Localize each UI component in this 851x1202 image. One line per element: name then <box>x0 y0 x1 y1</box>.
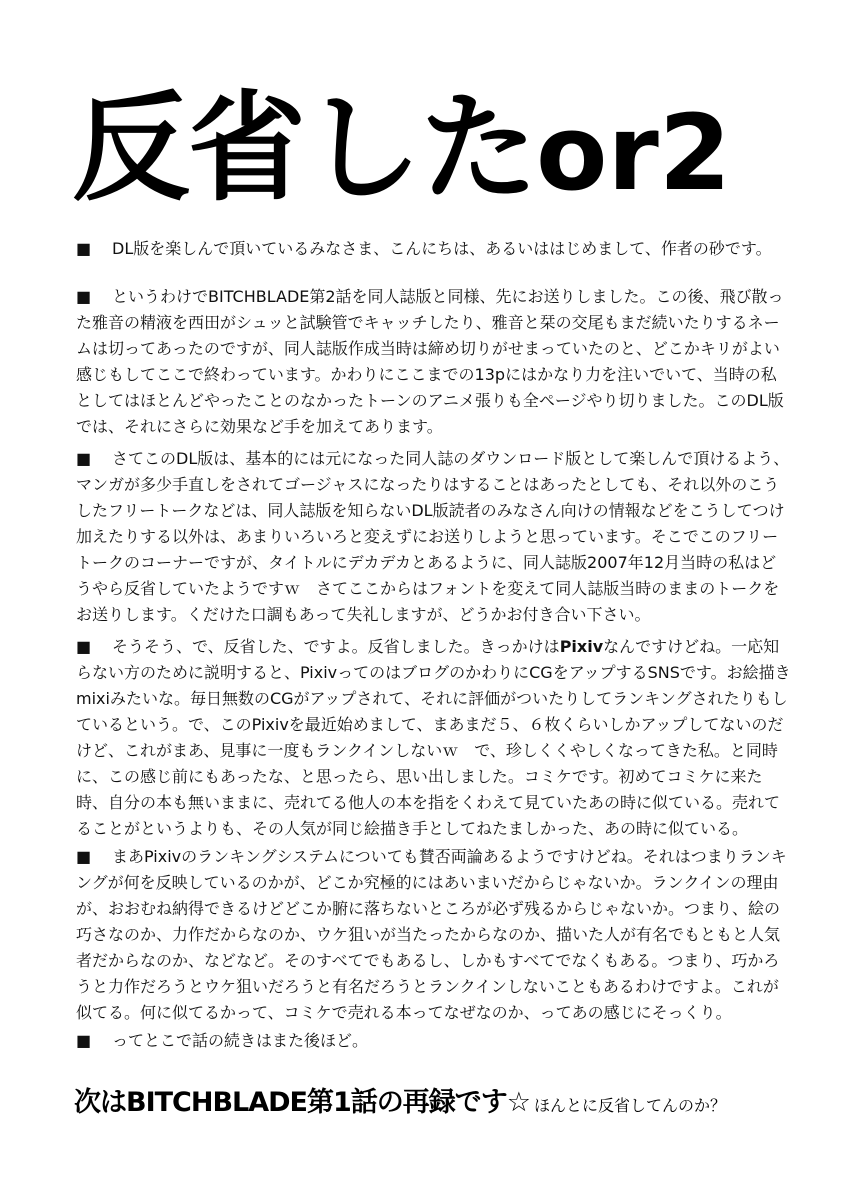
bullet-icon: ■ <box>76 449 92 468</box>
paragraph-dl-version <box>76 446 792 628</box>
paragraph-pixiv <box>76 634 792 842</box>
paragraph-text: ってとこで話の続きはまた後ほど。 <box>112 1031 369 1050</box>
paragraph-closing <box>76 1028 792 1054</box>
paragraph-text: DL版を楽しんで頂いているみなさま、こんにちは、あるいははじめまして、作者の砂です。 <box>112 239 772 258</box>
title-suffix: or2 <box>536 92 732 214</box>
title-main: 反省した <box>72 79 537 217</box>
bullet-icon: ■ <box>76 287 92 306</box>
bullet-icon: ■ <box>76 847 92 866</box>
paragraph-text: というわけでBITCHBLADE第2話を同人誌版と同様、先にお送りしました。この後、飛び散った雅音の精液を西田がシュッと試験管でキャッチしたり、雅音と栞の交尾もまだ続いたりするネームは切ってあったのですが、同人誌版作成当時は締め切りがせまっていたのと、どこかキリがよい感じもしてここで終わっています。かわりにここまでの13pにはかなり力を注いでいて、当時の私としてはほとんどやったことのなかったトーンのアニメ張りも全ページやり切りました。このDL版では、それにさらに効果など手を加えてあります。 <box>76 287 784 436</box>
footer-aside: ほんとに反省してんのか？ <box>533 1096 726 1115</box>
paragraph-text: そうそう、で、反省した、ですよ。反省しました。きっかけは <box>112 637 560 656</box>
footer-headline: 次はBITCHBLADE第1話の再録です☆ <box>74 1087 530 1118</box>
paragraph-ranking <box>76 844 792 1026</box>
bullet-icon: ■ <box>76 239 92 258</box>
paragraph-text: さてこのDL版は、基本的には元になった同人誌のダウンロード版として楽しんで頂けるよう、マンガが多少手直しをされてゴージャスになったりはすることはあったとしても、それ以外のこうしたフリートークなどは、同人誌版を知らないDL版読者のみなさん向けの情報などをこうしてつけ加えたりする以外は、あまりいろいろと変えずにお送りしようと思っています。そこでこのフリートークのコーナーですが、タイトルにデカデカとあるように、同人誌版2007年12月当時の私はどうやら反省していたようですｗ さてここからはフォントを変えて同人誌版当時のままのトークをお送りします。くだけた口調もあって失礼しますが、どうかお付き合い下さい。 <box>76 449 790 624</box>
paragraph-text: なんですけどね。一応知らない方のために説明すると、PixivってのはブログのかわりにCGをアップするSNSです。お絵描きmixiみたいな。毎日無数のCGがアップされて、それに評価がついたりしてランキングされたりもしているという。で、このPixivを最近始めまして、まあまだ５、６枚くらいしかアップしてないのだけど、これがまあ、見事に一度もランクインしないｗ で、珍しくくやしくなってきた私。と同時に、この感じ前にもあったな、と思ったら、思い出しました。コミケです。初めてコミケに来た時、自分の本も無いままに、売れてる他人の本を指をくわえて見ていたあの時に似ている。売れてることがというよりも、その人気が同じ絵描き手としてねたましかった、あの時に似ている。 <box>76 637 791 838</box>
paragraph-text: まあPixivのランキングシステムについても賛否両論あるようですけどね。それはつまりランキングが何を反映しているのかが、どこか究極的にはあいまいだからじゃないか。ランクインの理由が、おおむね納得できるけどどこか腑に落ちないところが必ず残るからじゃないか。つまり、絵の巧さなのか、力作だからなのか、ウケ狙いが当たったからなのか、描いた人が有名でもともと人気者だからなのか、などなど。そのすべてでもあるし、しかもすべてでなくもある。つまり、巧かろうと力作だろうとウケ狙いだろうと有名だろうとランクインしないこともあるわけですよ。これが似てる。何に似てるかって、コミケで売れる本ってなぜなのか、ってあの感じにそっくり。 <box>76 847 787 1022</box>
paragraph-greeting <box>76 236 792 262</box>
paragraph-chapter2 <box>76 284 792 440</box>
bullet-icon: ■ <box>76 637 92 656</box>
pixiv-emphasis: Pixiv <box>559 637 604 656</box>
page-title <box>72 78 792 218</box>
footer-announcement <box>74 1080 814 1136</box>
bullet-icon: ■ <box>76 1031 92 1050</box>
